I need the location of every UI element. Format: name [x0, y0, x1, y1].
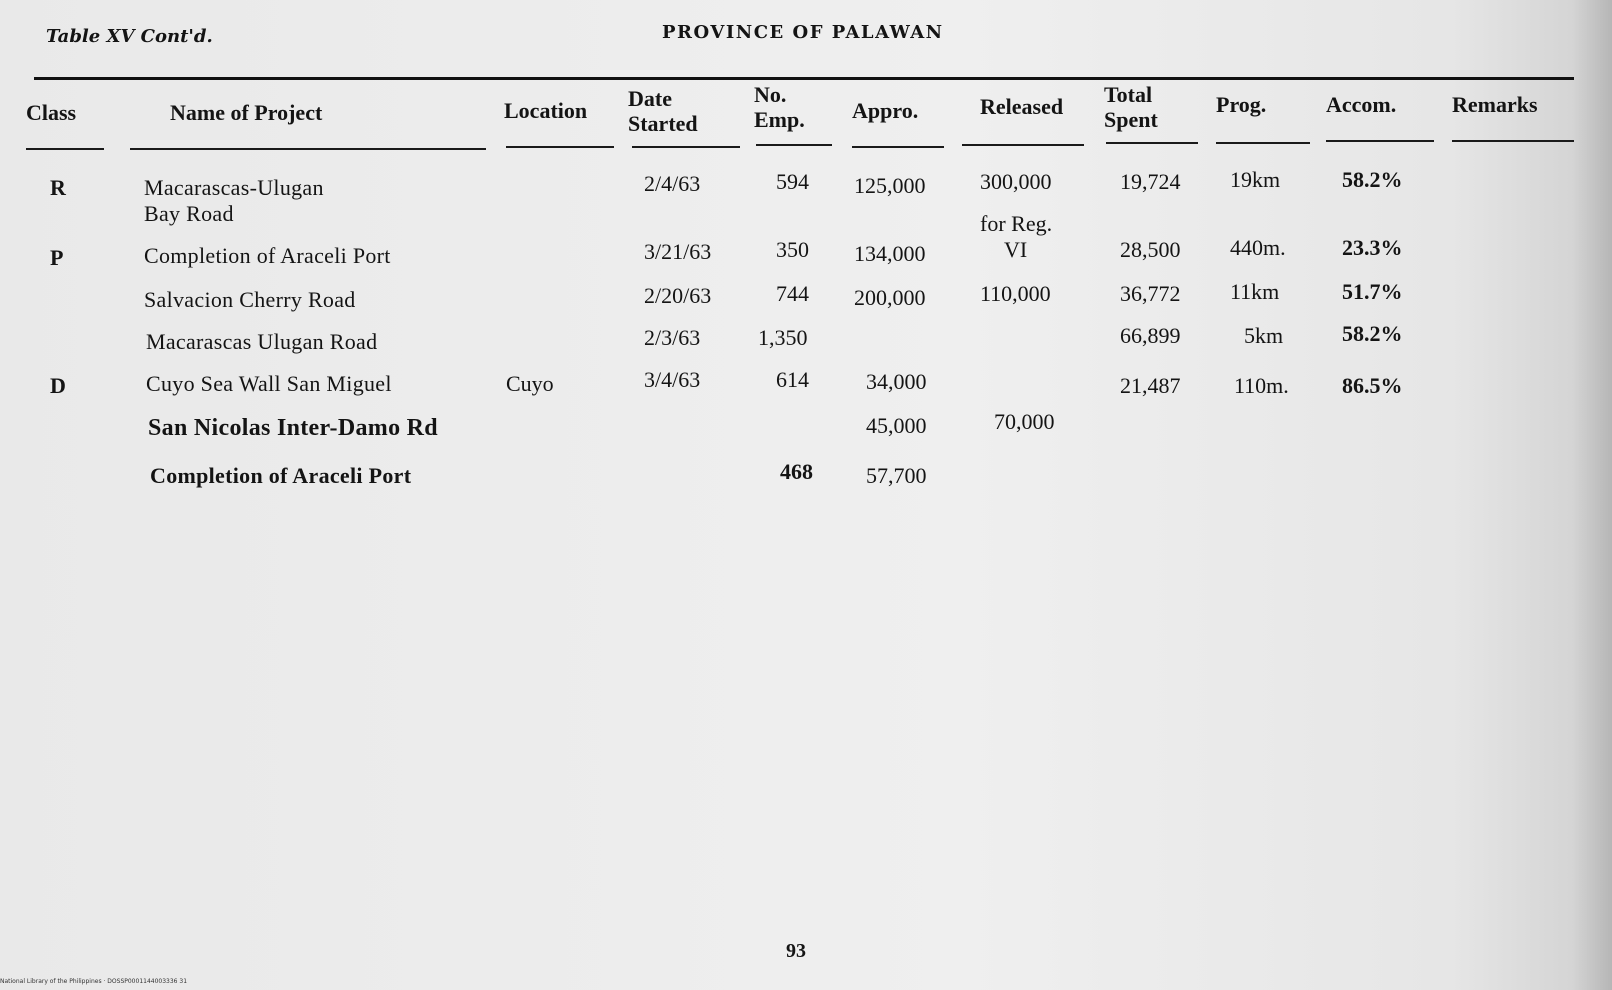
cell-appro: 125,000 [854, 173, 926, 198]
header-underline [962, 144, 1084, 146]
cell-project-name: Cuyo Sea Wall San Miguel [146, 371, 392, 396]
col-header-date: Date Started [628, 86, 698, 136]
cell-date: 2/3/63 [644, 325, 701, 350]
cell-prog: 5km [1244, 323, 1284, 348]
cell-total: 28,500 [1120, 237, 1181, 262]
scan-footer-tag: National Library of the Philippines · DOSSP0001144003336 31 [0, 978, 188, 985]
page-title: PROVINCE OF PALAWAN [662, 22, 944, 43]
cell-date: 2/4/63 [644, 171, 701, 196]
cell-appro: 57,700 [866, 463, 927, 488]
cell-released: 70,000 [994, 409, 1055, 434]
cell-appro: 134,000 [854, 241, 926, 266]
header-underline [1216, 142, 1310, 144]
col-header-name: Name of Project [170, 100, 323, 125]
cell-class: R [50, 175, 66, 200]
col-header-prog: Prog. [1216, 92, 1267, 117]
header-underline [632, 146, 740, 148]
cell-total: 36,772 [1120, 281, 1181, 306]
col-header-location: Location [504, 98, 588, 123]
table-caption: Table XV Cont'd. [46, 26, 213, 47]
cell-emp: 594 [776, 169, 809, 194]
cell-total: 19,724 [1120, 169, 1181, 194]
cell-accom: 86.5% [1342, 373, 1403, 398]
header-underline [26, 148, 104, 150]
cell-project-name: Macarascas Ulugan Road [146, 329, 378, 354]
header-underline [1326, 140, 1434, 142]
cell-project-name: Salvacion Cherry Road [144, 287, 356, 312]
cell-total: 66,899 [1120, 323, 1181, 348]
cell-emp: 614 [776, 367, 809, 392]
col-header-appro: Appro. [852, 98, 919, 123]
cell-total: 21,487 [1120, 373, 1181, 398]
cell-prog: 11km [1230, 279, 1280, 304]
col-header-released: Released [980, 94, 1064, 119]
cell-appro: 200,000 [854, 285, 926, 310]
cell-released: 110,000 [980, 281, 1051, 306]
page-edge-shadow [1572, 0, 1612, 990]
cell-class: D [50, 373, 66, 398]
header-underline [1106, 142, 1198, 144]
cell-accom: 58.2% [1342, 321, 1403, 346]
cell-released-cont: for Reg. [980, 211, 1053, 236]
page-number: 93 [786, 940, 806, 962]
cell-accom: 51.7% [1342, 279, 1403, 304]
col-header-remarks: Remarks [1452, 92, 1538, 117]
col-header-emp: No. Emp. [754, 82, 805, 132]
cell-project-name-cont: Bay Road [144, 201, 234, 226]
cell-location: Cuyo [506, 371, 554, 396]
cell-emp: 350 [776, 237, 809, 262]
cell-released: VI [1004, 237, 1028, 262]
header-underline [130, 148, 486, 150]
cell-date: 3/21/63 [644, 239, 712, 264]
cell-emp: 744 [776, 281, 809, 306]
cell-appro: 45,000 [866, 413, 927, 438]
cell-class: P [50, 245, 64, 270]
cell-date: 2/20/63 [644, 283, 712, 308]
header-underline [756, 144, 832, 146]
cell-prog: 19km [1230, 167, 1281, 192]
cell-appro: 34,000 [866, 369, 927, 394]
col-header-total: Total Spent [1104, 82, 1158, 132]
cell-prog: 110m. [1234, 373, 1289, 398]
cell-project-name: Completion of Araceli Port [150, 463, 412, 488]
cell-released: 300,000 [980, 169, 1052, 194]
col-header-accom: Accom. [1326, 92, 1397, 117]
header-underline [852, 146, 944, 148]
cell-prog: 440m. [1230, 235, 1286, 260]
header-underline [506, 146, 614, 148]
top-rule [34, 77, 1574, 80]
cell-date: 3/4/63 [644, 367, 701, 392]
cell-emp: 1,350 [758, 325, 808, 350]
cell-accom: 58.2% [1342, 167, 1403, 192]
cell-project-name: Macarascas-Ulugan [144, 175, 324, 200]
col-header-class: Class [26, 100, 77, 125]
cell-accom: 23.3% [1342, 235, 1403, 260]
cell-emp: 468 [780, 459, 813, 484]
cell-project-name: Completion of Araceli Port [144, 243, 391, 268]
cell-project-name: San Nicolas Inter-Damo Rd [148, 415, 438, 441]
header-underline [1452, 140, 1574, 142]
